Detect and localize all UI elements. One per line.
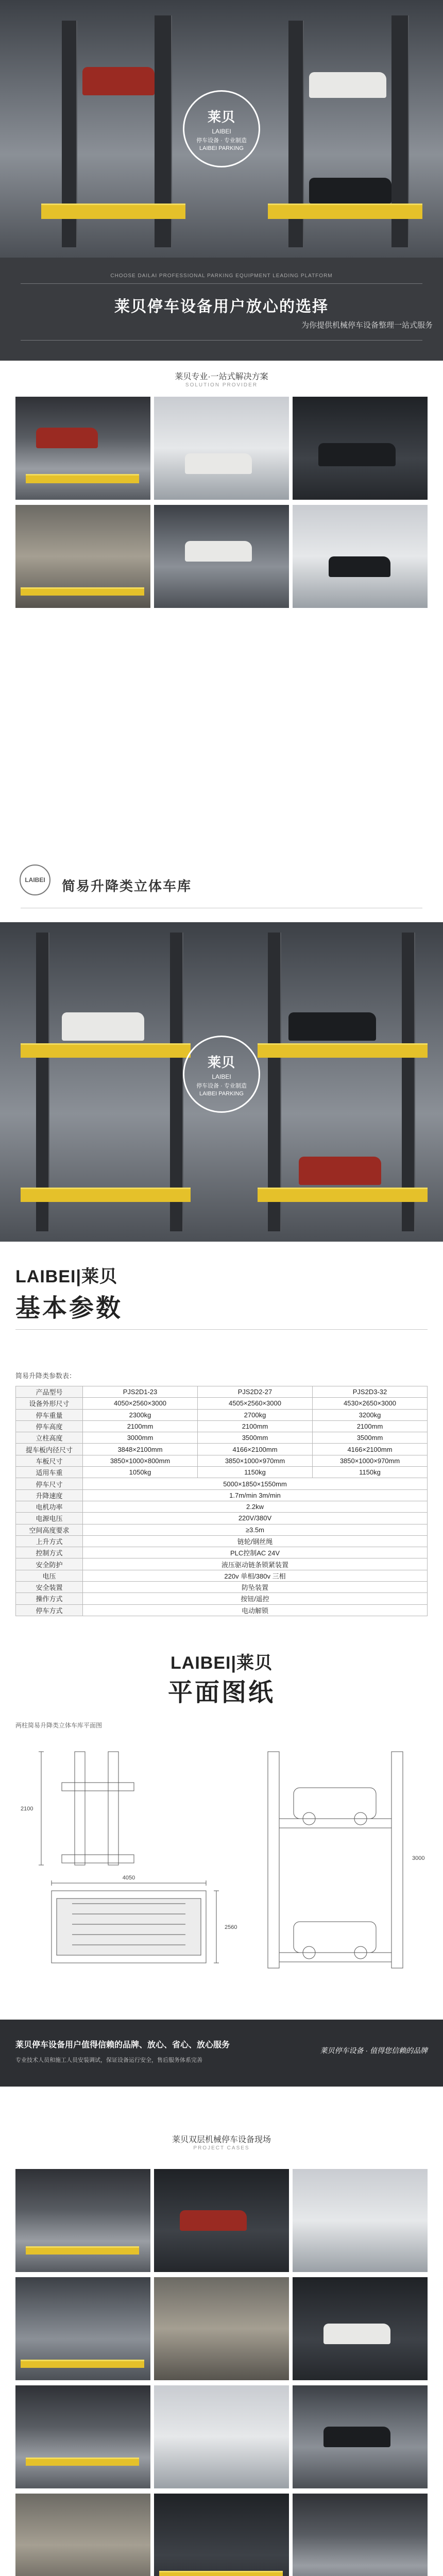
mid-logo xyxy=(183,1036,260,1113)
case-photo xyxy=(293,2169,428,2272)
params-value-cell: 3850×1000×970mm xyxy=(313,1455,428,1466)
params-value-cell: 2100mm xyxy=(83,1420,198,1432)
params-label-cell: 控制方式 xyxy=(16,1547,83,1558)
solution-gallery xyxy=(0,397,443,726)
plan-drawing-svg xyxy=(0,1726,443,1984)
lift-photo-section xyxy=(0,922,443,1242)
params-value-cell: 2300kg xyxy=(83,1409,198,1420)
service-subtitle: 专业技术人员和施工人员安装调试，保证设备运行安全，售后服务体系完善 xyxy=(15,2057,202,2063)
case-photo xyxy=(15,2277,150,2380)
params-value-cell: 5000×1850×1550mm xyxy=(83,1478,428,1489)
slogan-subtitle: 为你提供机械停车设备整理一站式服务 xyxy=(301,321,433,330)
params-brand: LAIBEI|莱贝 xyxy=(15,1267,117,1286)
params-label-cell: 立柱高度 xyxy=(16,1432,83,1444)
params-label-cell: 电压 xyxy=(16,1570,83,1581)
params-value-cell: 1150kg xyxy=(198,1467,313,1478)
params-row xyxy=(16,1398,428,1409)
params-heading: 基本参数 xyxy=(15,1295,123,1322)
plan-drawing xyxy=(0,1716,443,1984)
lift-badge-icon xyxy=(20,865,50,895)
params-label-cell: 停车重量 xyxy=(16,1409,83,1420)
slogan-section xyxy=(0,258,443,361)
params-value-cell: 3500mm xyxy=(198,1432,313,1444)
params-value-cell: PJS2D3-32 xyxy=(313,1386,428,1398)
params-label-cell: 电机功率 xyxy=(16,1501,83,1512)
mid-logo-title: 莱贝 xyxy=(207,1054,235,1070)
plan-note: 两柱简易升降类立体车库平面图 xyxy=(15,1722,103,1729)
hero-section xyxy=(0,0,443,258)
params-row xyxy=(16,1558,428,1570)
params-value-cell: 3850×1000×970mm xyxy=(198,1455,313,1466)
params-label-cell: 电源电压 xyxy=(16,1513,83,1524)
params-value-cell: 3200kg xyxy=(313,1409,428,1420)
params-label-cell: 空间高度要求 xyxy=(16,1524,83,1535)
params-table xyxy=(15,1386,428,1616)
params-label-cell: 安全装置 xyxy=(16,1582,83,1593)
params-label-cell: 安全防护 xyxy=(16,1558,83,1570)
service-signature: 莱贝停车设备 · 值得您信赖的品牌 xyxy=(320,2046,428,2055)
plan-brand: LAIBEI|莱贝 xyxy=(171,1653,272,1673)
params-label-cell: 停车方式 xyxy=(16,1604,83,1616)
params-row xyxy=(16,1467,428,1478)
params-label-cell: 操作方式 xyxy=(16,1593,83,1604)
params-value-cell: 3850×1000×800mm xyxy=(83,1455,198,1466)
params-row xyxy=(16,1582,428,1593)
case-photo xyxy=(154,2169,289,2272)
case-photo xyxy=(293,2494,428,2576)
params-value-cell: 电动解锁 xyxy=(83,1604,428,1616)
params-label-cell: 上升方式 xyxy=(16,1535,83,1547)
hero-logo xyxy=(183,90,260,167)
params-row xyxy=(16,1420,428,1432)
params-row xyxy=(16,1501,428,1512)
params-value-cell: 3848×2100mm xyxy=(83,1444,198,1455)
params-value-cell: 4505×2560×3000 xyxy=(198,1398,313,1409)
params-row xyxy=(16,1455,428,1466)
lift-banner xyxy=(0,860,443,912)
params-row xyxy=(16,1432,428,1444)
params-value-cell: 2100mm xyxy=(313,1420,428,1432)
hero-logo-line2: LAIBEI PARKING xyxy=(199,145,244,151)
gallery-photo xyxy=(154,397,289,500)
params-label-cell: 停车尺寸 xyxy=(16,1478,83,1489)
plan-heading: 平面图纸 xyxy=(167,1679,275,1706)
params-caption: 简易升降类参数表： xyxy=(15,1372,76,1380)
plan-dim-a: 4050 xyxy=(122,1875,135,1881)
mid-logo-line1: 停车设备 · 专业制造 xyxy=(196,1082,247,1089)
case-photo xyxy=(154,2385,289,2488)
params-value-cell: 4166×2100mm xyxy=(198,1444,313,1455)
case-photo xyxy=(293,2277,428,2380)
case-photo xyxy=(15,2494,150,2576)
case-photo xyxy=(154,2277,289,2380)
params-header-row xyxy=(16,1386,428,1398)
params-label-cell: 车板尺寸 xyxy=(16,1455,83,1466)
params-value-cell: 220V/380V xyxy=(83,1513,428,1524)
mid-logo-brand: LAIBEI xyxy=(212,1073,231,1080)
params-row xyxy=(16,1489,428,1501)
params-row xyxy=(16,1570,428,1581)
params-row xyxy=(16,1478,428,1489)
params-value-cell: 液压驱动链条锁紧装置 xyxy=(83,1558,428,1570)
params-value-cell: 链轮/钢丝绳 xyxy=(83,1535,428,1547)
params-value-cell: PJS2D1-23 xyxy=(83,1386,198,1398)
params-value-cell: 2.2kw xyxy=(83,1501,428,1512)
case-photo xyxy=(15,2169,150,2272)
params-value-cell: 1150kg xyxy=(313,1467,428,1478)
plan-dim-c: 2100 xyxy=(21,1806,33,1812)
params-table-section xyxy=(0,1350,443,1633)
params-label-cell: 停车高度 xyxy=(16,1420,83,1432)
cases-gallery xyxy=(0,2169,443,2576)
params-row xyxy=(16,1409,428,1420)
gallery-photo xyxy=(154,505,289,608)
service-band xyxy=(0,2020,443,2087)
params-label-cell: 适用车重 xyxy=(16,1467,83,1478)
gallery-photo xyxy=(293,397,428,500)
gallery-photo xyxy=(293,505,428,608)
params-value-cell: PLC控制AC 24V xyxy=(83,1547,428,1558)
params-section xyxy=(0,1252,443,1345)
params-row xyxy=(16,1513,428,1524)
mid-logo-line2: LAIBEI PARKING xyxy=(199,1090,244,1097)
params-label-cell: 提车板内径尺寸 xyxy=(16,1444,83,1455)
cases-header xyxy=(0,2123,443,2164)
params-label-cell: 设备外形尺寸 xyxy=(16,1398,83,1409)
params-value-cell: 3000mm xyxy=(83,1432,198,1444)
hero-logo-brand: LAIBEI xyxy=(212,127,231,135)
gallery-photo xyxy=(15,505,150,608)
params-value-cell: 防坠装置 xyxy=(83,1582,428,1593)
service-title: 莱贝停车设备用户值得信赖的品牌、放心、省心、放心服务 xyxy=(15,2041,230,2049)
lift-banner-title: 简易升降类立体车库 xyxy=(62,878,192,894)
case-photo xyxy=(154,2494,289,2576)
gallery-photo xyxy=(15,397,150,500)
params-value-cell: 4530×2650×3000 xyxy=(313,1398,428,1409)
cases-title: 莱贝双层机械停车设备现场 xyxy=(172,2136,271,2144)
hero-logo-line1: 停车设备 · 专业制造 xyxy=(196,137,247,144)
case-photo xyxy=(293,2385,428,2488)
params-value-cell: 1050kg xyxy=(83,1467,198,1478)
lift-badge-text: LAIBEI xyxy=(25,876,45,884)
solution-header xyxy=(0,361,443,397)
slogan-title: 莱贝停车设备用户放心的选择 xyxy=(114,298,329,315)
plan-dim-b: 2560 xyxy=(225,1924,237,1930)
params-row xyxy=(16,1547,428,1558)
params-value-cell: 3500mm xyxy=(313,1432,428,1444)
case-photo xyxy=(15,2385,150,2488)
params-row xyxy=(16,1444,428,1455)
params-value-cell: 1.7m/min 3m/min xyxy=(83,1489,428,1501)
params-label-cell: 升降速度 xyxy=(16,1489,83,1501)
cases-subtitle: PROJECT CASES xyxy=(193,2145,250,2151)
plan-header xyxy=(0,1638,443,1716)
params-value-cell: 2100mm xyxy=(198,1420,313,1432)
params-label-cell: 产品型号 xyxy=(16,1386,83,1398)
params-row xyxy=(16,1524,428,1535)
slogan-en: CHOOSE DAILAI PROFESSIONAL PARKING EQUIPMENT LEADING PLATFORM xyxy=(110,273,333,279)
params-value-cell: 按钮/遥控 xyxy=(83,1593,428,1604)
params-value-cell: 2700kg xyxy=(198,1409,313,1420)
params-row xyxy=(16,1604,428,1616)
params-value-cell: PJS2D2-27 xyxy=(198,1386,313,1398)
params-value-cell: 220v 单相/380v 三相 xyxy=(83,1570,428,1581)
plan-dim-d: 3000 xyxy=(412,1855,425,1861)
params-value-cell: 4166×2100mm xyxy=(313,1444,428,1455)
solution-title: 莱贝专业·一站式解决方案 xyxy=(175,372,268,381)
params-value-cell: 4050×2560×3000 xyxy=(83,1398,198,1409)
params-value-cell: ≥3.5m xyxy=(83,1524,428,1535)
params-row xyxy=(16,1593,428,1604)
hero-logo-title: 莱贝 xyxy=(207,109,235,125)
solution-subtitle: SOLUTION PROVIDER xyxy=(185,382,258,388)
params-row xyxy=(16,1535,428,1547)
